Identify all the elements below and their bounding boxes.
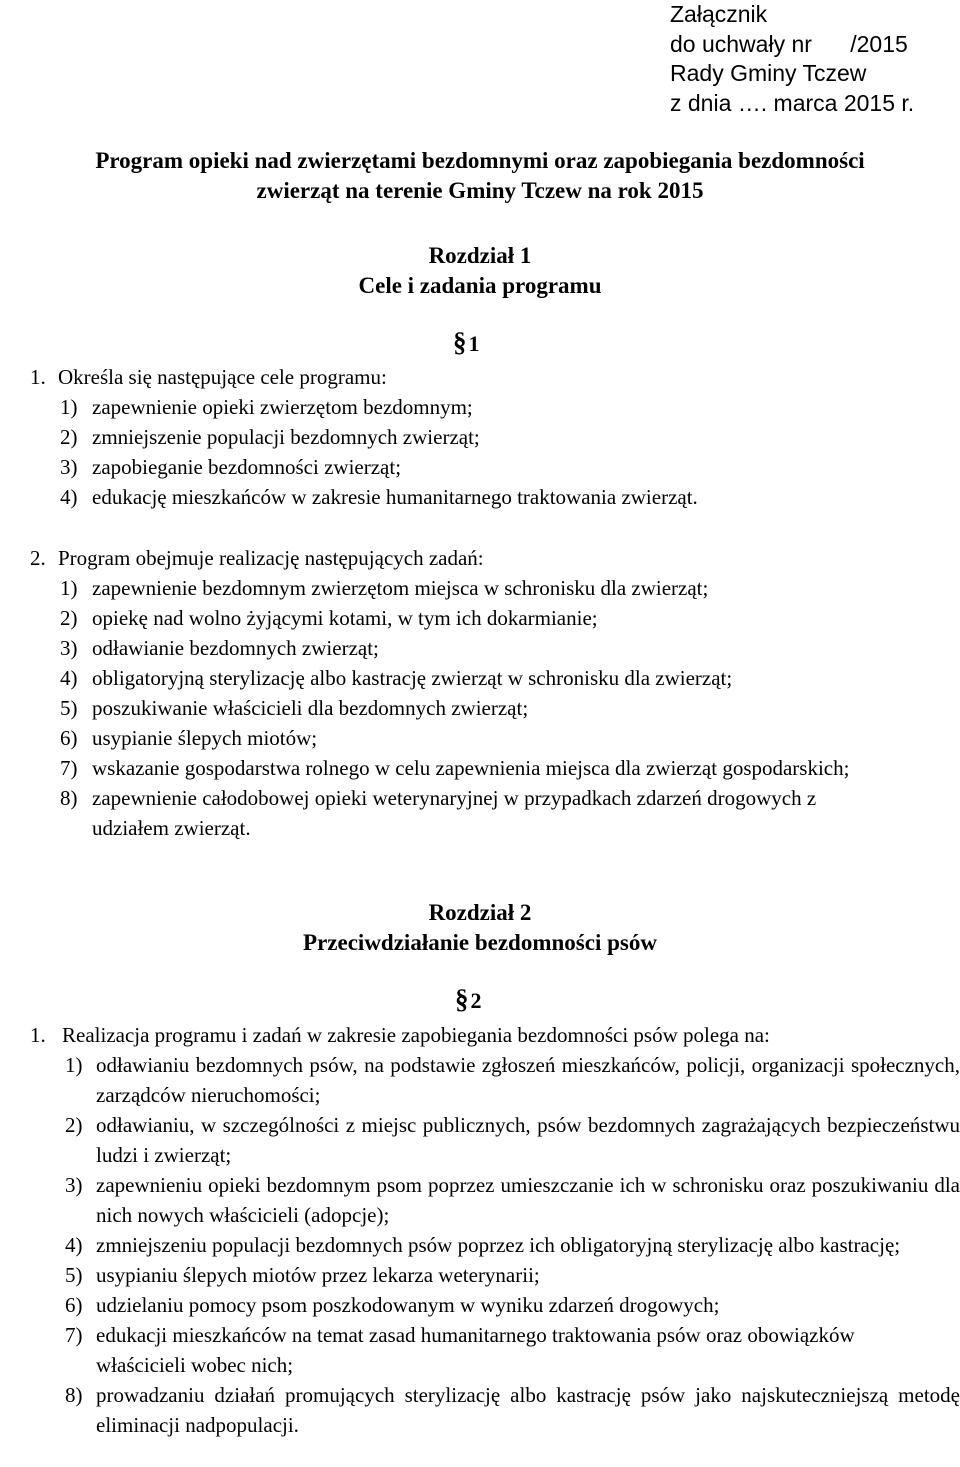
item-number: 4)	[60, 666, 78, 690]
title-line: zwierząt na terenie Gminy Tczew na rok 2015	[256, 178, 704, 203]
list-item	[60, 482, 960, 512]
chapter-1-heading	[0, 241, 960, 301]
paragraph-sign: §	[455, 984, 469, 1014]
item-list	[30, 573, 960, 843]
item-text: edukację mieszkańców w zakresie humanitarnego traktowania zwierząt.	[92, 485, 698, 509]
item-text: odławianie bezdomnych zwierząt;	[92, 636, 379, 660]
item-text: usypianie ślepych miotów;	[92, 726, 318, 750]
item-number: 2)	[65, 1113, 83, 1137]
item-number: 3)	[65, 1173, 83, 1197]
item-text: zmniejszenie populacji bezdomnych zwierząt;	[92, 425, 480, 449]
section-1-point-2	[30, 543, 960, 843]
chapter-name: Przeciwdziałanie bezdomności psów	[303, 930, 657, 955]
section-2-point-1	[30, 1020, 960, 1440]
list-item	[60, 633, 960, 663]
item-number: 4)	[60, 485, 78, 509]
item-number: 6)	[65, 1293, 83, 1317]
item-number: 2)	[60, 606, 78, 630]
document-title	[0, 146, 960, 206]
point-lead	[30, 543, 960, 573]
title-line: Program opieki nad zwierzętami bezdomnymi oraz zapobiegania bezdomności	[95, 148, 865, 173]
list-item	[60, 723, 960, 753]
attachment-line: z dnia …. marca 2015 r.	[670, 89, 915, 116]
item-number: 1)	[60, 395, 78, 419]
item-text: zapobieganie bezdomności zwierząt;	[92, 455, 402, 479]
item-text: obligatoryjną sterylizację albo kastrację zwierząt w schronisku dla zwierząt;	[92, 666, 733, 690]
item-number: 4)	[65, 1233, 83, 1257]
paragraph-sign: §	[453, 327, 467, 357]
item-text: poszukiwanie właścicieli dla bezdomnych zwierząt;	[92, 696, 529, 720]
item-number: 2)	[60, 425, 78, 449]
item-list	[30, 1050, 960, 1440]
list-item	[65, 1320, 960, 1380]
item-text: zmniejszeniu populacji bezdomnych psów poprzez ich obligatoryjną sterylizację albo kastrację;	[96, 1233, 901, 1257]
point-number: 2.	[30, 546, 46, 570]
list-item	[60, 452, 960, 482]
section-2-heading	[455, 984, 482, 1015]
list-item	[60, 783, 960, 843]
item-number: 7)	[60, 756, 78, 780]
list-item	[65, 1110, 960, 1170]
point-text: Określa się następujące cele programu:	[58, 365, 387, 389]
item-number: 7)	[65, 1323, 83, 1347]
list-item	[60, 422, 960, 452]
item-number: 1)	[65, 1053, 83, 1077]
item-text: zapewnienie bezdomnym zwierzętom miejsca w schronisku dla zwierząt;	[92, 576, 709, 600]
chapter-label: Rozdział 1	[428, 243, 532, 268]
section-number: 1	[468, 331, 480, 356]
item-text: zapewnienie całodobowej opieki weterynaryjnej w przypadkach zdarzeń drogowych z udziałem zwierząt.	[92, 786, 817, 840]
attachment-header	[670, 0, 914, 118]
point-number: 1.	[30, 365, 46, 389]
item-number: 3)	[60, 455, 78, 479]
list-item	[60, 663, 960, 693]
item-text: udzielaniu pomocy psom poszkodowanym w wyniku zdarzeń drogowych;	[96, 1293, 720, 1317]
list-item	[65, 1290, 960, 1320]
item-number: 5)	[60, 696, 78, 720]
item-text: usypianiu ślepych miotów przez lekarza weterynarii;	[96, 1263, 540, 1287]
list-item	[60, 603, 960, 633]
point-lead	[30, 362, 960, 392]
attachment-line: do uchwały nr /2015	[670, 30, 908, 57]
list-item	[65, 1230, 960, 1260]
list-item	[65, 1380, 960, 1440]
point-text: Program obejmuje realizację następujących zadań:	[58, 546, 484, 570]
list-item	[65, 1260, 960, 1290]
item-text: wskazanie gospodarstwa rolnego w celu zapewnienia miejsca dla zwierząt gospodarskich;	[92, 756, 850, 780]
section-1-heading	[453, 327, 480, 358]
item-text: zapewnienie opieki zwierzętom bezdomnym;	[92, 395, 473, 419]
item-text: opiekę nad wolno żyjącymi kotami, w tym ich dokarmianie;	[92, 606, 598, 630]
item-text: odławianiu, w szczególności z miejsc publicznych, psów bezdomnych zagrażających bezpieczeństwu ludzi i zwierząt;	[96, 1113, 960, 1167]
item-list	[30, 392, 960, 512]
item-number: 6)	[60, 726, 78, 750]
attachment-line: Załącznik	[670, 1, 768, 27]
item-number: 3)	[60, 636, 78, 660]
point-text: Realizacja programu i zadań w zakresie zapobiegania bezdomności psów polega na:	[62, 1023, 770, 1047]
item-text: zapewnieniu opieki bezdomnym psom poprzez umieszczanie ich w schronisku oraz poszukiwaniu dla nich nowych właścicieli (adopcje);	[96, 1173, 960, 1227]
list-item	[60, 573, 960, 603]
item-text: odławianiu bezdomnych psów, na podstawie zgłoszeń mieszkańców, policji, organizacji społecznych, zarządców nieruchomości;	[96, 1053, 960, 1107]
chapter-2-heading	[0, 898, 960, 958]
attachment-line: Rady Gminy Tczew	[670, 60, 867, 86]
item-number: 5)	[65, 1263, 83, 1287]
section-number: 2	[470, 988, 482, 1013]
item-number: 8)	[60, 786, 78, 810]
list-item	[60, 753, 960, 783]
list-item	[65, 1050, 960, 1110]
list-item	[65, 1170, 960, 1230]
chapter-label: Rozdział 2	[428, 900, 532, 925]
list-item	[60, 693, 960, 723]
item-number: 1)	[60, 576, 78, 600]
item-text: prowadzaniu działań promujących sterylizację albo kastrację psów jako najskuteczniejszą metodę eliminacji nadpopulacji.	[96, 1383, 960, 1437]
chapter-name: Cele i zadania programu	[358, 273, 602, 298]
item-number: 8)	[65, 1383, 83, 1407]
item-text: edukacji mieszkańców na temat zasad humanitarnego traktowania psów oraz obowiązków właścicieli wobec nich;	[96, 1323, 855, 1377]
list-item	[60, 392, 960, 422]
point-lead	[30, 1020, 960, 1050]
section-1-point-1	[30, 362, 960, 512]
point-number: 1.	[30, 1023, 46, 1047]
